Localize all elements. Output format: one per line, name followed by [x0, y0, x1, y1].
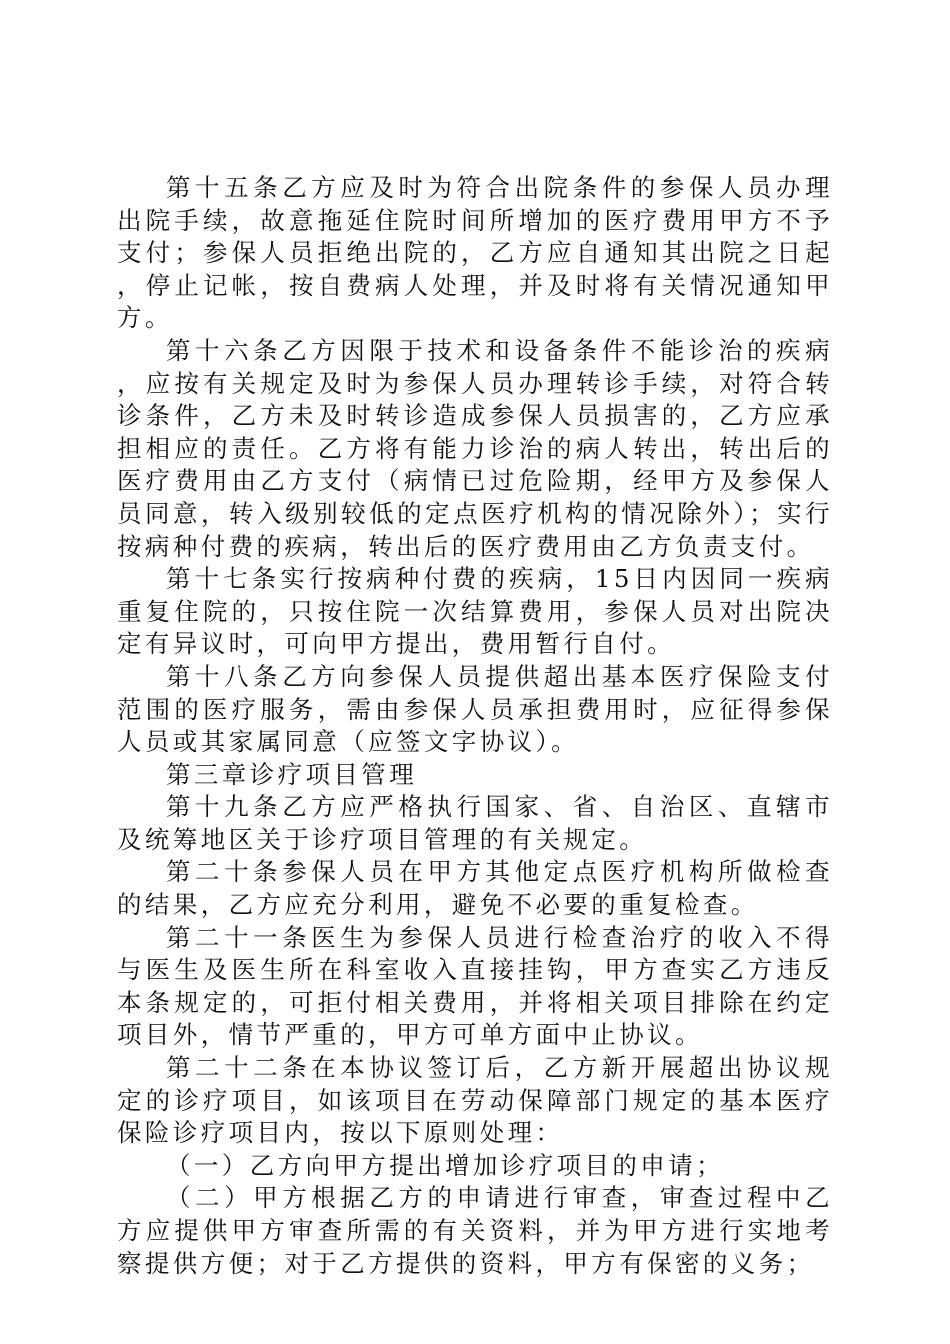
article-22-item-2: （二）甲方根据乙方的申请进行审查，审查过程中乙方应提供甲方审查所需的有关资料，并为甲方进行实地考察提供方便；对于乙方提供的资料，甲方有保密的义务； — [117, 1183, 833, 1278]
document-body — [117, 172, 833, 1280]
article-16-paragraph: 第十六条乙方因限于技术和设备条件不能诊治的疾病，应按有关规定及时为参保人员办理转诊手续，对符合转诊条件，乙方未及时转诊造成参保人员损害的，乙方应承担相应的责任。乙方将有能力诊治的病人转出，转出后的医疗费用由乙方支付（病情已过危险期，经甲方及参保人员同意，转入级别较低的定点医疗机构的情况除外）；实行按病种付费的疾病，转出后的医疗费用由乙方负责支付。 — [117, 335, 833, 561]
chapter-3-heading: 第三章诊疗项目管理 — [166, 759, 418, 789]
article-19-paragraph: 第十九条乙方应严格执行国家、省、自治区、直辖市及统筹地区关于诊疗项目管理的有关规定。 — [117, 792, 833, 854]
article-17-paragraph: 第十七条实行按病种付费的疾病，15日内因同一疾病重复住院的，只按住院一次结算费用，参保人员对出院决定有异议时，可向甲方提出，费用暂行自付。 — [117, 564, 833, 659]
article-18-paragraph: 第十八条乙方向参保人员提供超出基本医疗保险支付范围的医疗服务，需由参保人员承担费用时，应征得参保人员或其家属同意（应签文字协议）。 — [117, 661, 833, 757]
article-20-paragraph: 第二十条参保人员在甲方其他定点医疗机构所做检查的结果，乙方应充分利用，避免不必要的重复检查。 — [117, 857, 833, 920]
article-22-item-1: （一）乙方向甲方提出增加诊疗项目的申请； — [166, 1150, 724, 1180]
article-22-paragraph: 第二十二条在本协议签订后，乙方新开展超出协议规定的诊疗项目，如该项目在劳动保障部门规定的基本医疗保险诊疗项目内，按以下原则处理： — [117, 1053, 833, 1148]
article-15-paragraph: 第十五条乙方应及时为符合出院条件的参保人员办理出院手续，故意拖延住院时间所增加的医疗费用甲方不予支付；参保人员拒绝出院的，乙方应自通知其出院之日起，停止记帐，按自费病人处理，并及时将有关情况通知甲方。 — [117, 173, 833, 333]
article-21-paragraph: 第二十一条医生为参保人员进行检查治疗的收入不得与医生及医生所在科室收入直接挂钩，甲方查实乙方违反本条规定的，可拒付相关费用，并将相关项目排除在约定项目外，情节严重的，甲方可单方面中止协议。 — [117, 922, 833, 1050]
